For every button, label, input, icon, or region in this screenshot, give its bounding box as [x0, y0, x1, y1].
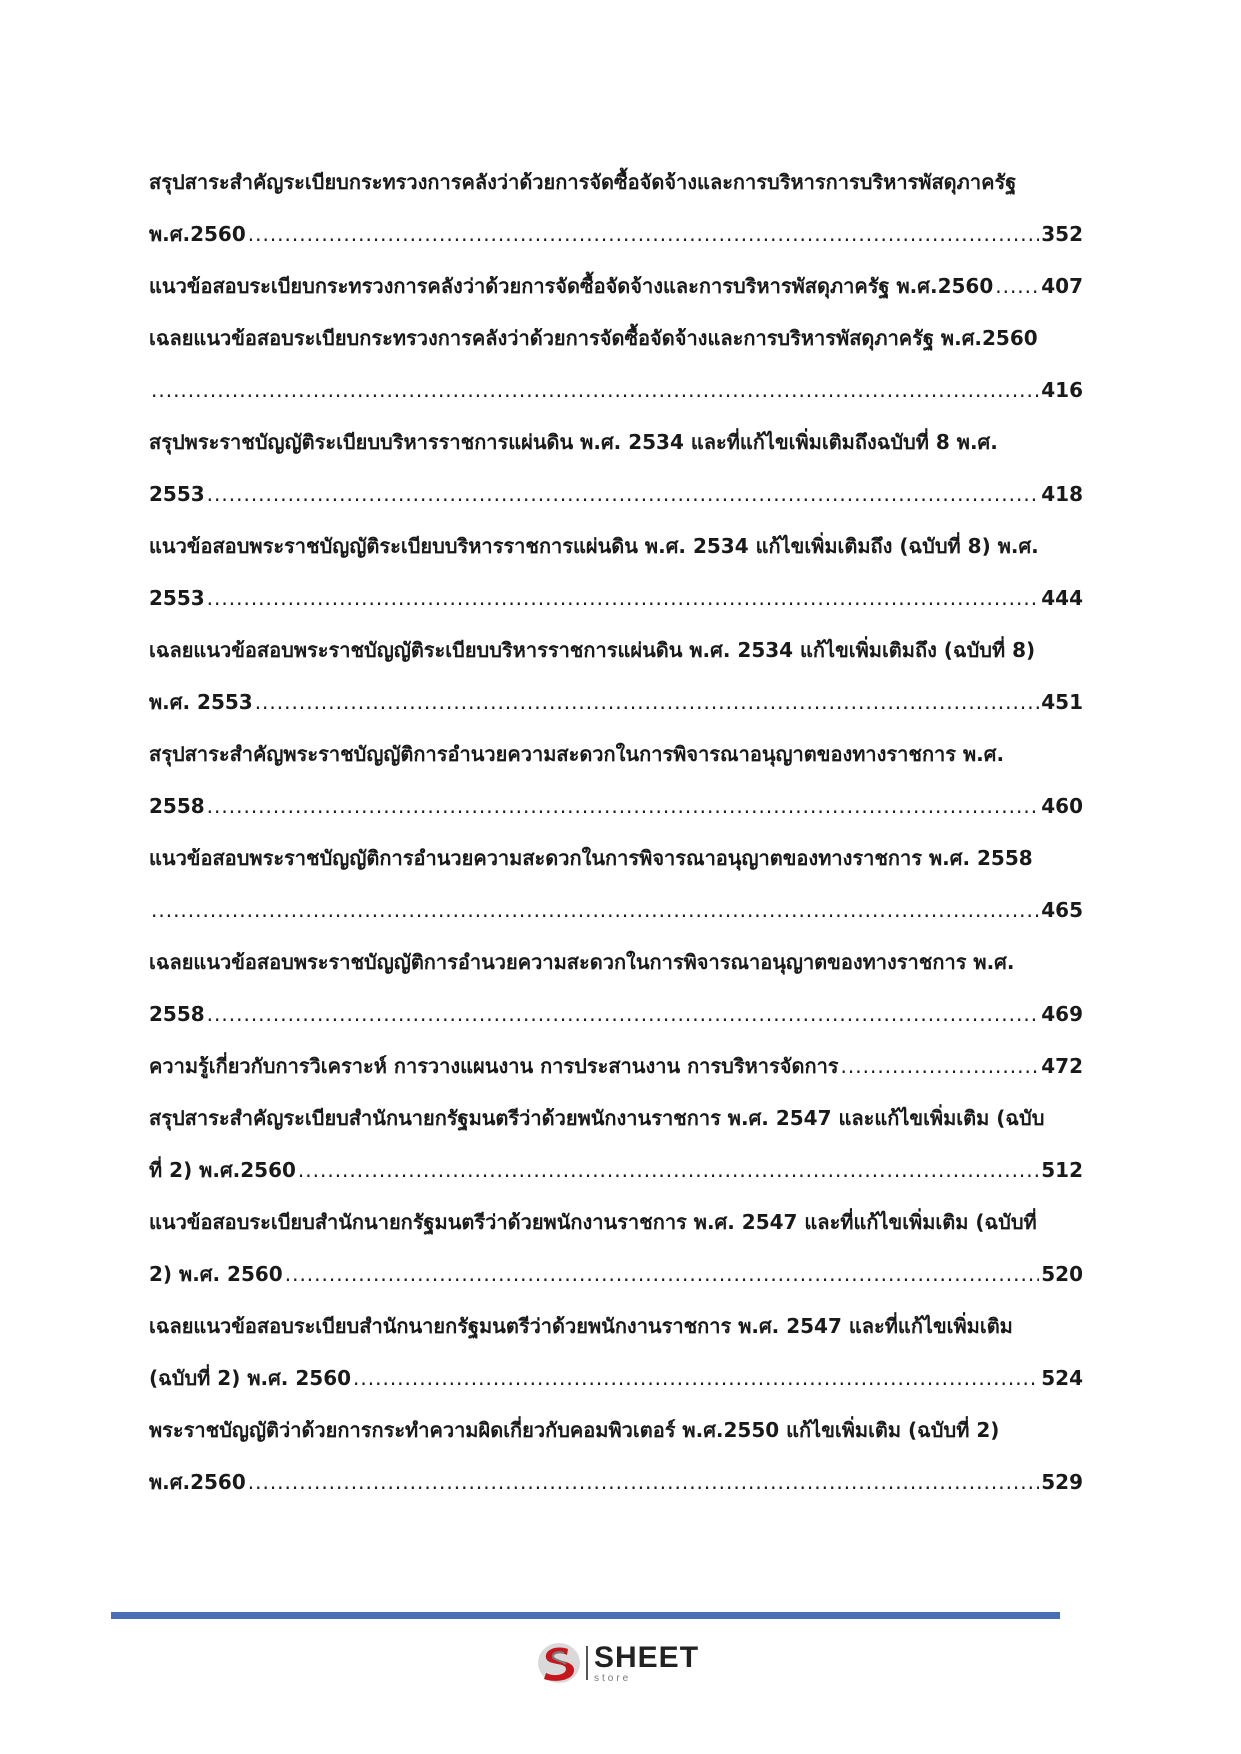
logo-wordmark [594, 1640, 700, 1684]
toc-page-number: 469 [1041, 1002, 1083, 1026]
toc-entry-leader-line [149, 1248, 1083, 1300]
toc-entry-continuation: แนวข้อสอบระเบียบกระทรวงการคลังว่าด้วยการจัดซื้อจัดจ้างและการบริหารพัสดุภาครัฐ พ.ศ.2560 [149, 274, 994, 298]
toc-entry-leader-line [149, 572, 1083, 624]
toc-entry-title: แนวข้อสอบพระราชบัญญัติการอำนวยความสะดวกในการพิจารณาอนุญาตของทางราชการ พ.ศ. 2558 [149, 846, 1033, 870]
dot-leader [207, 468, 1040, 520]
toc-entry-continuation: ที่ 2) พ.ศ.2560 [149, 1158, 296, 1182]
toc-entry-leader-line [149, 884, 1083, 936]
toc-page-number: 465 [1041, 898, 1083, 922]
toc-entry[interactable] [149, 1092, 1083, 1196]
toc-page-number: 520 [1041, 1262, 1083, 1286]
toc-entry-continuation: (ฉบับที่ 2) พ.ศ. 2560 [149, 1366, 352, 1390]
toc-entry-continuation: 2558 [149, 1002, 205, 1026]
toc-entry[interactable] [149, 1196, 1083, 1300]
dot-leader [151, 884, 1039, 936]
toc-entry-leader-line [149, 1144, 1083, 1196]
toc-entry[interactable] [149, 624, 1083, 728]
dot-leader [841, 1040, 1040, 1092]
dot-leader [207, 988, 1040, 1040]
toc-entry-continuation: 2558 [149, 794, 205, 818]
toc-page-number: 416 [1041, 378, 1083, 402]
dot-leader [207, 780, 1040, 832]
toc-page-number: 352 [1041, 222, 1083, 246]
toc-entry[interactable] [149, 156, 1083, 260]
toc-entry-leader-line [149, 1040, 1083, 1092]
toc-entry-continuation: พ.ศ.2560 [149, 222, 246, 246]
toc-entry-leader-line [149, 780, 1083, 832]
dot-leader [298, 1144, 1039, 1196]
toc-entry[interactable] [149, 1040, 1083, 1092]
toc-entry-title: แนวข้อสอบระเบียบสำนักนายกรัฐมนตรีว่าด้วยพนักงานราชการ พ.ศ. 2547 และที่แก้ไขเพิ่มเติม (ฉบับที่ [149, 1210, 1037, 1234]
sheet-store-s-icon [536, 1641, 582, 1685]
dot-leader [207, 572, 1040, 624]
toc-entry-leader-line [149, 1456, 1083, 1508]
toc-entry-title: แนวข้อสอบพระราชบัญญัติระเบียบบริหารราชการแผ่นดิน พ.ศ. 2534 แก้ไขเพิ่มเติมถึง (ฉบับที่ 8) พ.ศ. [149, 534, 1039, 558]
toc-entry-title: สรุปสาระสำคัญระเบียบกระทรวงการคลังว่าด้วยการจัดซื้อจัดจ้างและการบริหารการบริหารพัสดุภาครัฐ [149, 170, 1017, 194]
toc-entry-leader-line [149, 260, 1083, 312]
toc-entry-title: เฉลยแนวข้อสอบระเบียบสำนักนายกรัฐมนตรีว่าด้วยพนักงานราชการ พ.ศ. 2547 และที่แก้ไขเพิ่มเติม [149, 1314, 1013, 1338]
toc-page-number: 472 [1041, 1054, 1083, 1078]
toc-page-number: 512 [1041, 1158, 1083, 1182]
logo-separator [586, 1646, 588, 1680]
toc-page-number: 529 [1041, 1470, 1083, 1494]
toc-entry-title: เฉลยแนวข้อสอบระเบียบกระทรวงการคลังว่าด้วยการจัดซื้อจัดจ้างและการบริหารพัสดุภาครัฐ พ.ศ.2560 [149, 326, 1038, 350]
logo-sub: store [594, 1672, 632, 1684]
toc-entry[interactable] [149, 312, 1083, 416]
toc-entry-continuation: พ.ศ. 2553 [149, 690, 253, 714]
table-of-contents [149, 156, 1083, 1508]
toc-entry-title: สรุปพระราชบัญญัติระเบียบบริหารราชการแผ่นดิน พ.ศ. 2534 และที่แก้ไขเพิ่มเติมถึงฉบับที่ 8 พ.ศ. [149, 430, 998, 454]
toc-entry-leader-line [149, 364, 1083, 416]
toc-entry[interactable] [149, 416, 1083, 520]
toc-page-number: 451 [1041, 690, 1083, 714]
toc-page-number: 407 [1041, 274, 1083, 298]
dot-leader [995, 260, 1039, 312]
toc-entry-title: สรุปสาระสำคัญระเบียบสำนักนายกรัฐมนตรีว่าด้วยพนักงานราชการ พ.ศ. 2547 และแก้ไขเพิ่มเติม (ฉบับ [149, 1106, 1045, 1130]
toc-entry[interactable] [149, 832, 1083, 936]
toc-entry-continuation: 2553 [149, 586, 205, 610]
toc-entry[interactable] [149, 1300, 1083, 1404]
dot-leader [248, 208, 1040, 260]
toc-page-number: 460 [1041, 794, 1083, 818]
toc-entry[interactable] [149, 728, 1083, 832]
dot-leader [353, 1352, 1039, 1404]
toc-entry-leader-line [149, 208, 1083, 260]
dot-leader [255, 676, 1040, 728]
toc-entry-leader-line [149, 1352, 1083, 1404]
toc-page-number: 418 [1041, 482, 1083, 506]
toc-entry-title: เฉลยแนวข้อสอบพระราชบัญญัติการอำนวยความสะดวกในการพิจารณาอนุญาตของทางราชการ พ.ศ. [149, 950, 1015, 974]
toc-entry-continuation: 2553 [149, 482, 205, 506]
sheet-store-logo [536, 1642, 699, 1684]
toc-page-number: 524 [1041, 1366, 1083, 1390]
dot-leader [151, 364, 1039, 416]
dot-leader [285, 1248, 1040, 1300]
toc-entry-continuation: ความรู้เกี่ยวกับการวิเคราะห์ การวางแผนงาน การประสานงาน การบริหารจัดการ [149, 1054, 839, 1078]
dot-leader [248, 1456, 1040, 1508]
toc-entry[interactable] [149, 520, 1083, 624]
logo-word: SHEET [594, 1640, 700, 1674]
toc-entry-leader-line [149, 468, 1083, 520]
toc-entry-title: สรุปสาระสำคัญพระราชบัญญัติการอำนวยความสะดวกในการพิจารณาอนุญาตของทางราชการ พ.ศ. [149, 742, 1005, 766]
toc-entry-continuation: 2) พ.ศ. 2560 [149, 1262, 283, 1286]
toc-entry-title: พระราชบัญญัติว่าด้วยการกระทำความผิดเกี่ยวกับคอมพิวเตอร์ พ.ศ.2550 แก้ไขเพิ่มเติม (ฉบับที่ 2) [149, 1418, 1000, 1442]
footer-rule [111, 1612, 1060, 1619]
toc-entry-continuation: พ.ศ.2560 [149, 1470, 246, 1494]
toc-entry-leader-line [149, 988, 1083, 1040]
toc-entry[interactable] [149, 260, 1083, 312]
toc-entry-leader-line [149, 676, 1083, 728]
toc-page-number: 444 [1041, 586, 1083, 610]
toc-entry-title: เฉลยแนวข้อสอบพระราชบัญญัติระเบียบบริหารราชการแผ่นดิน พ.ศ. 2534 แก้ไขเพิ่มเติมถึง (ฉบับที่ 8) [149, 638, 1036, 662]
toc-entry[interactable] [149, 1404, 1083, 1508]
toc-entry[interactable] [149, 936, 1083, 1040]
